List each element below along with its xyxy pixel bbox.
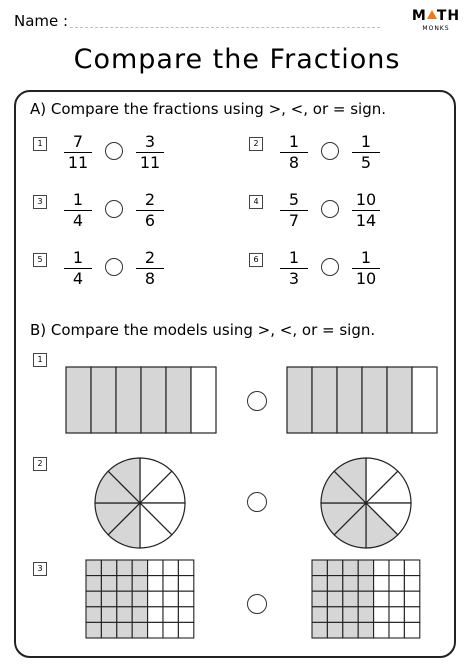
grid-cell [86, 607, 101, 623]
denominator: 4 [72, 211, 84, 230]
grid-cell [327, 576, 342, 592]
bar-model-right [285, 365, 439, 435]
grid-cell [374, 591, 389, 607]
grid-cell [343, 622, 358, 638]
numerator: 1 [72, 190, 84, 209]
grid-cell [404, 560, 419, 576]
grid-cell [312, 560, 327, 576]
grid-cell [312, 576, 327, 592]
fraction-left [280, 191, 308, 230]
grid-cell [358, 560, 373, 576]
question-number: 3 [33, 562, 47, 576]
denominator: 10 [355, 269, 377, 288]
grid-cell [117, 560, 132, 576]
grid-cell [148, 591, 163, 607]
grid-cell [178, 576, 193, 592]
grid-cell [101, 576, 116, 592]
numerator: 2 [144, 190, 156, 209]
answer-circle[interactable] [105, 258, 123, 276]
denominator: 6 [144, 211, 156, 230]
answer-circle[interactable] [247, 594, 267, 614]
grid-cell [132, 576, 147, 592]
fraction-right [352, 249, 380, 288]
grid-cell [101, 622, 116, 638]
numerator: 1 [72, 248, 84, 267]
question-number: 6 [249, 253, 263, 267]
logo-triangle-icon [427, 10, 437, 19]
name-field[interactable] [70, 27, 380, 28]
grid-cell [343, 607, 358, 623]
bar-segment [116, 367, 141, 433]
name-label: Name : [14, 12, 69, 30]
grid-cell [389, 560, 404, 576]
question-number: 1 [33, 137, 47, 151]
grid-cell [404, 576, 419, 592]
grid-cell [163, 560, 178, 576]
grid-cell [374, 622, 389, 638]
bar-segment [66, 367, 91, 433]
numerator: 5 [288, 190, 300, 209]
bar-segment [337, 367, 362, 433]
denominator: 14 [355, 211, 377, 230]
grid-cell [86, 591, 101, 607]
bar-segment [91, 367, 116, 433]
denominator: 8 [288, 153, 300, 172]
grid-cell [178, 607, 193, 623]
fraction-left [64, 133, 92, 172]
grid-cell [86, 560, 101, 576]
grid-model-left [84, 558, 196, 640]
grid-cell [389, 622, 404, 638]
grid-cell [117, 591, 132, 607]
grid-cell [327, 560, 342, 576]
bar-segment [312, 367, 337, 433]
question-number: 3 [33, 195, 47, 209]
bar-segment [362, 367, 387, 433]
section-a-heading: A) Compare the fractions using >, <, or = sign. [30, 100, 387, 118]
question-number: 1 [33, 353, 47, 367]
fraction-right [352, 133, 380, 172]
grid-cell [117, 622, 132, 638]
grid-cell [358, 591, 373, 607]
grid-cell [86, 622, 101, 638]
answer-circle[interactable] [105, 142, 123, 160]
grid-cell [163, 622, 178, 638]
grid-cell [163, 576, 178, 592]
fraction-left [64, 249, 92, 288]
grid-cell [327, 622, 342, 638]
numerator: 3 [144, 132, 156, 151]
grid-cell [312, 591, 327, 607]
answer-circle[interactable] [247, 492, 267, 512]
grid-cell [358, 607, 373, 623]
grid-cell [148, 622, 163, 638]
fraction-right [136, 191, 164, 230]
grid-cell [374, 576, 389, 592]
answer-circle[interactable] [321, 142, 339, 160]
grid-cell [389, 591, 404, 607]
denominator: 11 [67, 153, 89, 172]
answer-circle[interactable] [321, 258, 339, 276]
grid-cell [148, 576, 163, 592]
section-b-heading: B) Compare the models using >, <, or = sign. [30, 321, 376, 339]
grid-cell [148, 560, 163, 576]
grid-cell [374, 607, 389, 623]
numerator: 1 [288, 248, 300, 267]
grid-cell [101, 560, 116, 576]
fraction-right [136, 133, 164, 172]
grid-cell [343, 560, 358, 576]
question-number: 2 [249, 137, 263, 151]
numerator: 1 [360, 132, 372, 151]
numerator: 1 [288, 132, 300, 151]
grid-cell [389, 607, 404, 623]
grid-cell [86, 576, 101, 592]
numerator: 10 [355, 190, 377, 209]
grid-cell [178, 622, 193, 638]
bar-segment [287, 367, 312, 433]
bar-segment [387, 367, 412, 433]
grid-cell [389, 576, 404, 592]
question-number: 5 [33, 253, 47, 267]
logo-text: M TH [411, 8, 461, 24]
grid-cell [163, 607, 178, 623]
fraction-right [136, 249, 164, 288]
grid-cell [101, 591, 116, 607]
fraction-right [352, 191, 380, 230]
grid-cell [404, 607, 419, 623]
grid-cell [148, 607, 163, 623]
bar-segment [412, 367, 437, 433]
bar-segment [191, 367, 216, 433]
denominator: 11 [139, 153, 161, 172]
bar-model-left [64, 365, 218, 435]
numerator: 7 [72, 132, 84, 151]
fraction-left [280, 249, 308, 288]
bar-segment [141, 367, 166, 433]
grid-cell [132, 607, 147, 623]
page-title: Compare the Fractions [73, 44, 401, 75]
answer-circle[interactable] [247, 391, 267, 411]
pie-model-right [319, 456, 413, 550]
grid-cell [358, 576, 373, 592]
grid-cell [327, 591, 342, 607]
grid-cell [132, 591, 147, 607]
denominator: 5 [360, 153, 372, 172]
numerator: 2 [144, 248, 156, 267]
denominator: 3 [288, 269, 300, 288]
fraction-left [64, 191, 92, 230]
question-number: 2 [33, 457, 47, 471]
grid-cell [117, 576, 132, 592]
grid-cell [404, 591, 419, 607]
math-monks-logo [410, 8, 462, 48]
grid-cell [404, 622, 419, 638]
grid-model-right [310, 558, 422, 640]
grid-cell [117, 607, 132, 623]
grid-cell [163, 591, 178, 607]
grid-cell [374, 560, 389, 576]
answer-circle[interactable] [105, 200, 123, 218]
answer-circle[interactable] [321, 200, 339, 218]
grid-cell [178, 560, 193, 576]
grid-cell [178, 591, 193, 607]
grid-cell [327, 607, 342, 623]
grid-cell [312, 607, 327, 623]
grid-cell [358, 622, 373, 638]
grid-cell [101, 607, 116, 623]
bar-segment [166, 367, 191, 433]
denominator: 8 [144, 269, 156, 288]
fraction-left [280, 133, 308, 172]
question-number: 4 [249, 195, 263, 209]
pie-model-left [93, 456, 187, 550]
grid-cell [132, 622, 147, 638]
denominator: 7 [288, 211, 300, 230]
grid-cell [132, 560, 147, 576]
grid-cell [312, 622, 327, 638]
grid-cell [343, 576, 358, 592]
grid-cell [343, 591, 358, 607]
logo-subtext: MONKS [422, 25, 450, 32]
numerator: 1 [360, 248, 372, 267]
denominator: 4 [72, 269, 84, 288]
